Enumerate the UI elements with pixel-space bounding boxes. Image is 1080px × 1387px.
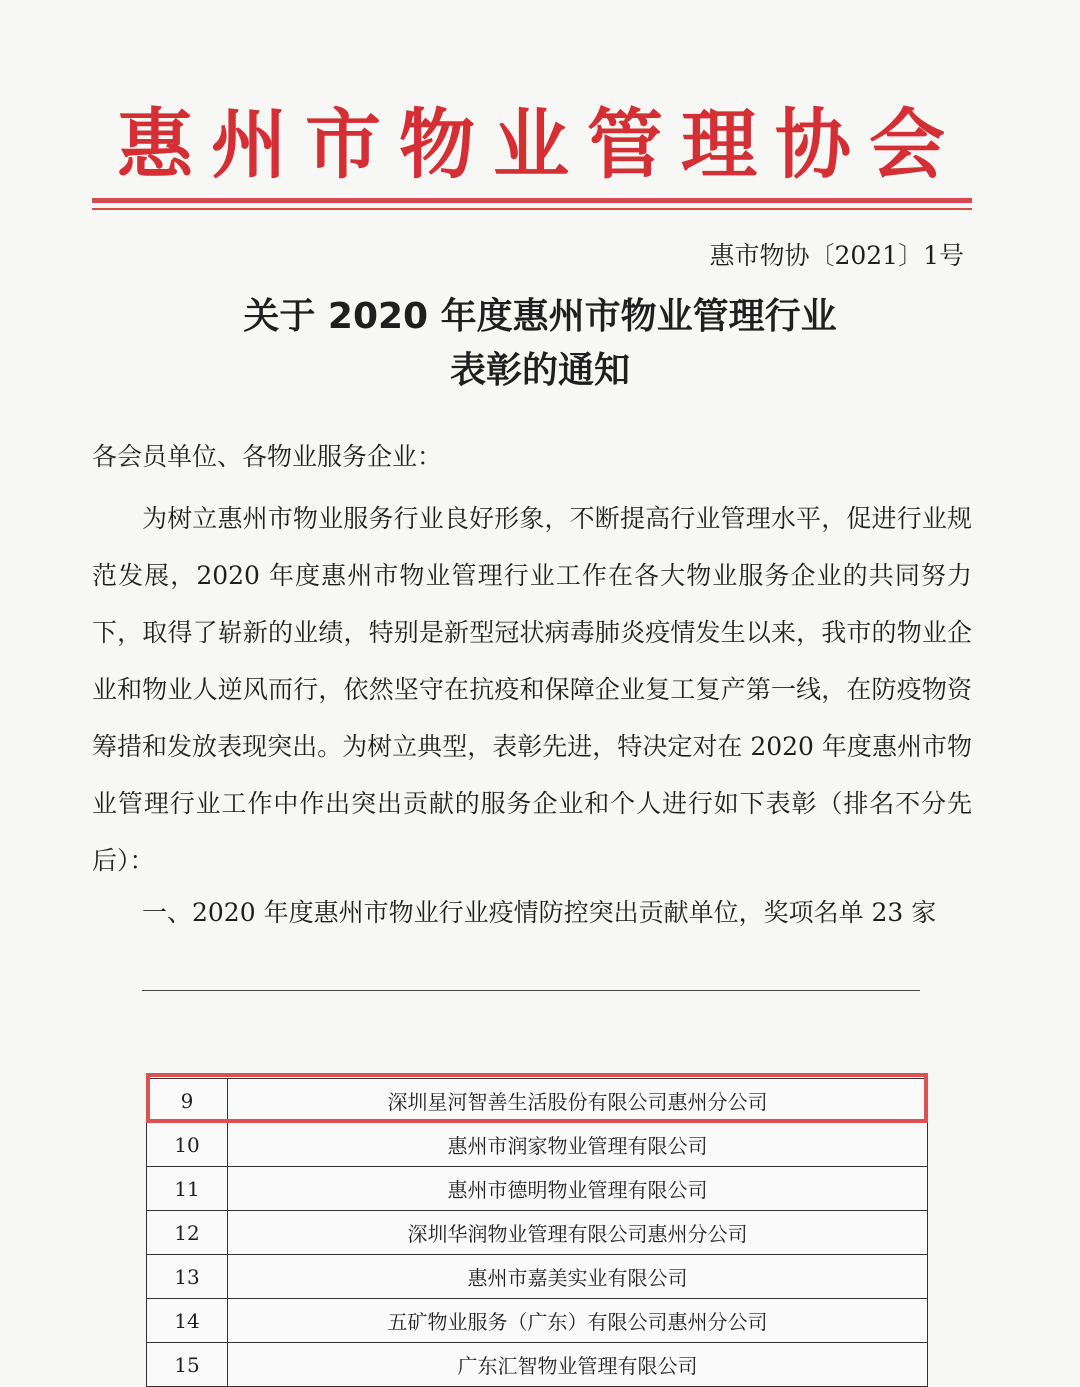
table-row [147, 1299, 928, 1343]
company-name: 深圳星河智善生活股份有限公司惠州分公司 [228, 1079, 928, 1123]
table-row [147, 1079, 928, 1123]
section-divider [142, 990, 920, 991]
document-number: 惠市物协〔2021〕1号 [709, 241, 964, 270]
row-number: 12 [147, 1211, 228, 1255]
row-number: 14 [147, 1299, 228, 1343]
document-title-line-2: 表彰的通知 [449, 350, 630, 391]
company-name: 惠州市德明物业管理有限公司 [228, 1167, 928, 1211]
row-number: 11 [147, 1167, 228, 1211]
company-name: 五矿物业服务（广东）有限公司惠州分公司 [228, 1299, 928, 1343]
table-row [147, 1123, 928, 1167]
row-number: 10 [147, 1123, 228, 1167]
row-number: 9 [147, 1079, 228, 1123]
company-name: 惠州市润家物业管理有限公司 [228, 1123, 928, 1167]
table-row [147, 1167, 928, 1211]
table-row [147, 1255, 928, 1299]
document-title-line-1: 关于 2020 年度惠州市物业管理行业 [243, 296, 837, 337]
company-name: 深圳华润物业管理有限公司惠州分公司 [228, 1211, 928, 1255]
table-row [147, 1211, 928, 1255]
company-name: 广东汇智物业管理有限公司 [228, 1343, 928, 1387]
salutation: 各会员单位、各物业服务企业： [92, 442, 443, 471]
header-red-line-thick [92, 198, 972, 203]
row-number: 13 [147, 1255, 228, 1299]
header-red-line-thin [92, 208, 972, 210]
row-number: 15 [147, 1343, 228, 1387]
awards-table [146, 1078, 928, 1387]
section-title: 一、2020 年度惠州市物业行业疫情防控突出贡献单位，奖项名单 23 家 [142, 898, 937, 927]
body-paragraph: 为树立惠州市物业服务行业良好形象，不断提高行业管理水平，促进行业规范发展，2020 年度惠州市物业管理行业工作在各大物业服务企业的共同努力下，取得了崭新的业绩，特别是新型冠状病毒肺炎疫情发生以来，我市的物业企业和物业人逆风而行，依然坚守在抗疫和保障企业复工复产第一线，在防疫物资筹措和发放表现突出。为树立典型，表彰先进，特决定对在 2020 年度惠州市物业管理行业工作中作出突出贡献的服务企业和个人进行如下表彰（排名不分先后）： [92, 504, 972, 875]
org-header-title: 惠州市物业管理协会 [117, 100, 963, 189]
company-name: 惠州市嘉美实业有限公司 [228, 1255, 928, 1299]
table-row [147, 1343, 928, 1387]
